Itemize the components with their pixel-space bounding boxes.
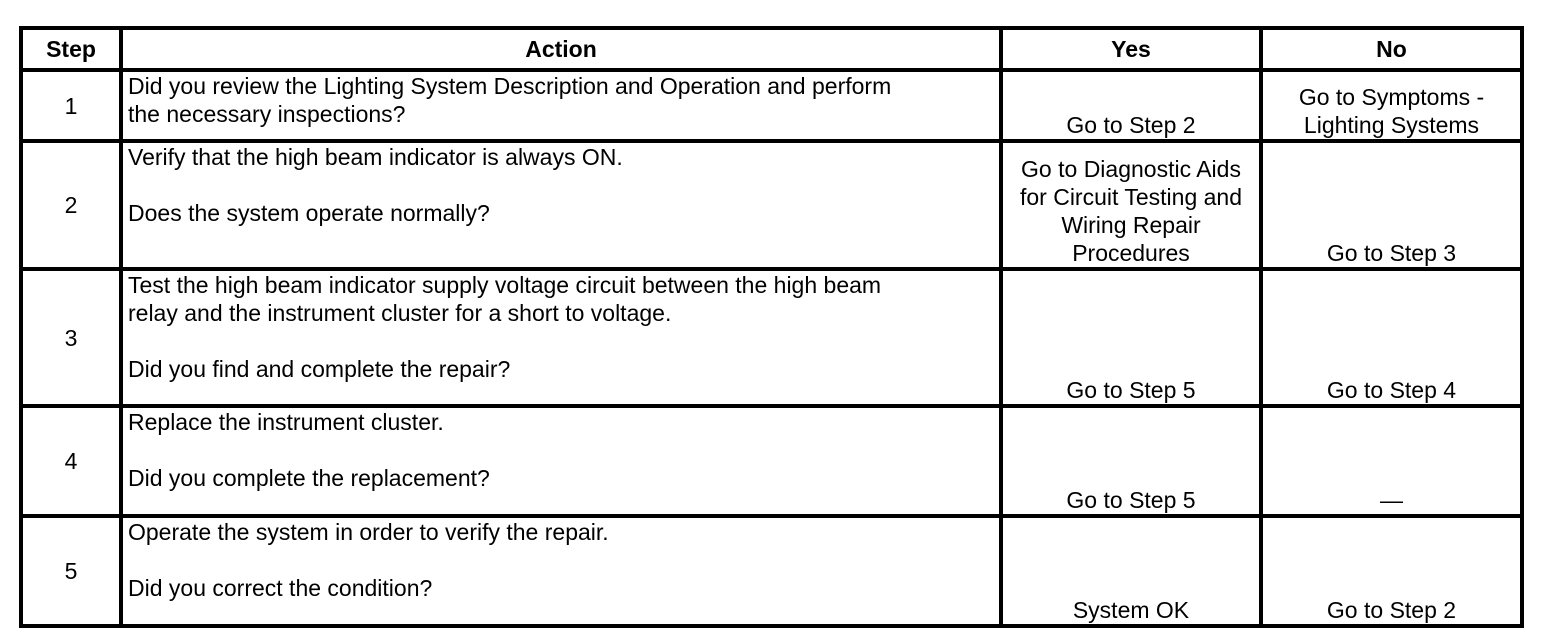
step-number: 5	[21, 516, 121, 626]
yes-text: Procedures	[1072, 240, 1190, 266]
yes-cell	[1001, 269, 1261, 406]
yes-text: System OK	[1072, 597, 1190, 623]
no-text: Lighting Systems	[1303, 112, 1480, 138]
table-row-step-5	[21, 516, 1522, 626]
action-text: the necessary inspections?	[128, 101, 406, 127]
no-text: Go to Step 4	[1326, 377, 1457, 403]
action-text: Did you review the Lighting System Description and Operation and perform	[128, 73, 892, 99]
header-row	[21, 28, 1522, 70]
action-instruction: Operate the system in order to verify the repair.	[128, 519, 609, 545]
table-row-step-4	[21, 406, 1522, 516]
yes-text: Go to Step 5	[1066, 377, 1196, 403]
action-instruction: Verify that the high beam indicator is always ON.	[128, 144, 623, 170]
no-cell	[1261, 70, 1522, 141]
yes-cell	[1001, 516, 1261, 626]
step-number: 4	[21, 406, 121, 516]
header-no: No	[1261, 28, 1522, 70]
yes-text: Go to Diagnostic Aids	[1021, 156, 1241, 182]
step-number: 3	[21, 269, 121, 406]
table-row-step-1	[21, 70, 1522, 141]
header-step: Step	[21, 28, 121, 70]
action-instruction: Test the high beam indicator supply voltage circuit between the high beam	[128, 272, 882, 298]
yes-text: for Circuit Testing and	[1019, 184, 1242, 210]
action-cell	[121, 406, 1001, 516]
yes-cell	[1001, 70, 1261, 141]
action-cell	[121, 70, 1001, 141]
step-number: 1	[21, 70, 121, 141]
no-text: Go to Symptoms -	[1298, 84, 1485, 110]
table-row-step-3	[21, 269, 1522, 406]
action-cell	[121, 269, 1001, 406]
no-cell	[1261, 141, 1522, 269]
action-question: Did you find and complete the repair?	[128, 356, 511, 382]
table-row-step-2	[21, 141, 1522, 269]
action-question: Does the system operate normally?	[128, 200, 490, 226]
step-number: 2	[21, 141, 121, 269]
no-text: —	[1380, 487, 1403, 513]
no-text: Go to Step 2	[1326, 597, 1457, 623]
no-text: Go to Step 3	[1326, 240, 1457, 266]
yes-text: Go to Step 5	[1066, 487, 1196, 513]
yes-cell	[1001, 406, 1261, 516]
no-cell	[1261, 516, 1522, 626]
yes-cell	[1001, 141, 1261, 269]
diagnostic-table	[19, 26, 1524, 628]
no-cell	[1261, 406, 1522, 516]
action-cell	[121, 141, 1001, 269]
header-yes: Yes	[1001, 28, 1261, 70]
action-instruction: relay and the instrument cluster for a short to voltage.	[128, 300, 672, 326]
no-cell	[1261, 269, 1522, 406]
action-instruction: Replace the instrument cluster.	[128, 409, 444, 435]
yes-text: Wiring Repair	[1061, 212, 1201, 238]
action-cell	[121, 516, 1001, 626]
yes-text: Go to Step 2	[1066, 112, 1196, 138]
action-question: Did you correct the condition?	[128, 575, 433, 601]
action-question: Did you complete the replacement?	[128, 465, 490, 491]
header-action: Action	[121, 28, 1001, 70]
